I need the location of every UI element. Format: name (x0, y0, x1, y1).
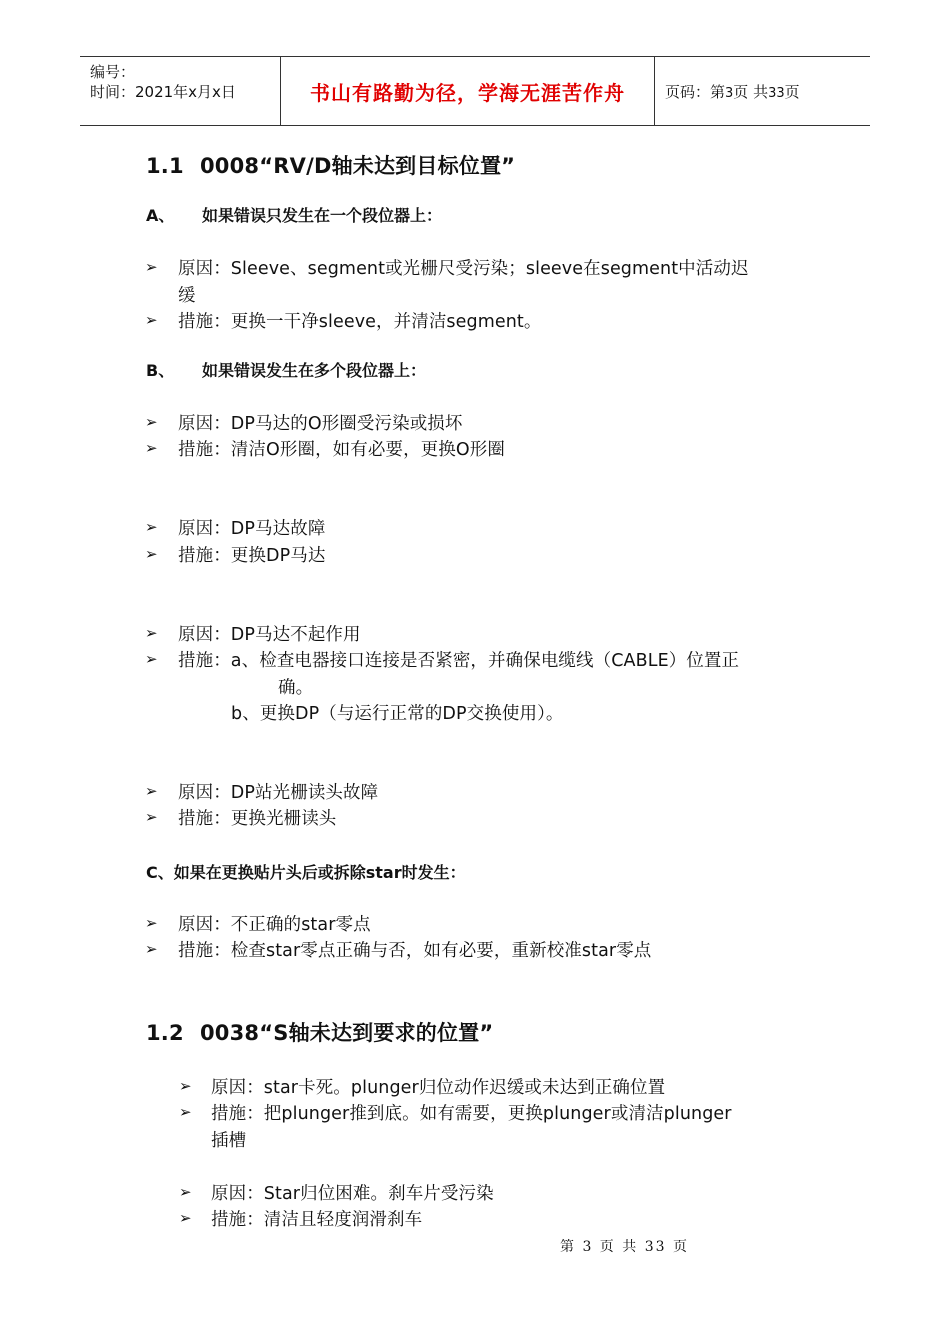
bullet-arrow-icon: ➢ (145, 258, 158, 276)
b4-measure-line: 措施：更换光栅读头 (178, 809, 337, 829)
bullet-arrow-icon: ➢ (145, 518, 158, 536)
bullet-arrow-icon: ➢ (145, 311, 158, 329)
subheading-b: B、 如果错误发生在多个段位器上： (146, 361, 427, 380)
section-heading-1-1: 1.1 0008“RV/D轴未达到目标位置” (146, 154, 516, 178)
bullet-arrow-icon: ➢ (179, 1183, 192, 1201)
b1-measure-line: 措施：清洁O形圈，如有必要，更换O形圈 (178, 440, 505, 460)
c-measure-line: 措施：检查star零点正确与否，如有必要，重新校准star零点 (178, 941, 652, 961)
bullet-arrow-icon: ➢ (179, 1103, 192, 1121)
a-cause-line: 原因：Sleeve、segment或光栅尺受污染；sleeve在segment中活动迟 (178, 259, 749, 279)
subheading-a: A、 如果错误只发生在一个段位器上： (146, 206, 443, 225)
header-page-cell (655, 57, 870, 125)
bullet-arrow-icon: ➢ (179, 1209, 192, 1227)
b1-cause-line: 原因：DP马达的O形圈受污染或损坏 (178, 414, 463, 434)
s1-measure-line-continued: 插槽 (211, 1131, 247, 1151)
c-cause-line: 原因：不正确的star零点 (178, 915, 371, 935)
page-footer: 第 3 页 共 33 页 (560, 1239, 689, 1255)
header-motto-cell (281, 57, 655, 125)
s1-cause-line: 原因：star卡死。plunger归位动作迟缓或未达到正确位置 (211, 1078, 666, 1098)
bullet-arrow-icon: ➢ (179, 1077, 192, 1095)
document-number-label: 编号： (90, 63, 136, 81)
b4-cause-line: 原因：DP站光栅读头故障 (178, 783, 379, 803)
b3-measure-line-continued: 确。 (278, 678, 314, 698)
b2-measure-line: 措施：更换DP马达 (178, 546, 326, 566)
bullet-arrow-icon: ➢ (145, 624, 158, 642)
bullet-arrow-icon: ➢ (145, 914, 158, 932)
a-measure-line: 措施：更换一干净sleeve，并清洁segment。 (178, 312, 542, 332)
section-heading-1-2: 1.2 0038“S轴未达到要求的位置” (146, 1021, 494, 1045)
b3-measure-line: 措施：a、检查电器接口连接是否紧密，并确保电缆线（CABLE）位置正 (178, 651, 740, 671)
bullet-arrow-icon: ➢ (145, 545, 158, 563)
header-motto: 书山有路勤为径，学海无涯苦作舟 (310, 80, 625, 105)
page-header (80, 56, 870, 126)
b2-cause-line: 原因：DP马达故障 (178, 519, 326, 539)
bullet-arrow-icon: ➢ (145, 439, 158, 457)
document-time-label: 时间：2021年x月x日 (90, 83, 236, 101)
bullet-arrow-icon: ➢ (145, 650, 158, 668)
bullet-arrow-icon: ➢ (145, 413, 158, 431)
s2-cause-line: 原因：Star归位困难。刹车片受污染 (211, 1184, 494, 1204)
bullet-arrow-icon: ➢ (145, 808, 158, 826)
b3-cause-line: 原因：DP马达不起作用 (178, 625, 361, 645)
s1-measure-line: 措施：把plunger推到底。如有需要，更换plunger或清洁plunger (211, 1104, 732, 1124)
header-left-cell (80, 57, 281, 125)
s2-measure-line: 措施：清洁且轻度润滑刹车 (211, 1210, 423, 1230)
bullet-arrow-icon: ➢ (145, 940, 158, 958)
subheading-c: C、如果在更换贴片头后或拆除star时发生： (146, 863, 466, 882)
a-cause-line-continued: 缓 (178, 286, 196, 306)
b3-measure-option-b: b、更换DP（与运行正常的DP交换使用）。 (231, 704, 564, 724)
bullet-arrow-icon: ➢ (145, 782, 158, 800)
header-page-info: 页码：第3页 共33页 (665, 82, 800, 101)
